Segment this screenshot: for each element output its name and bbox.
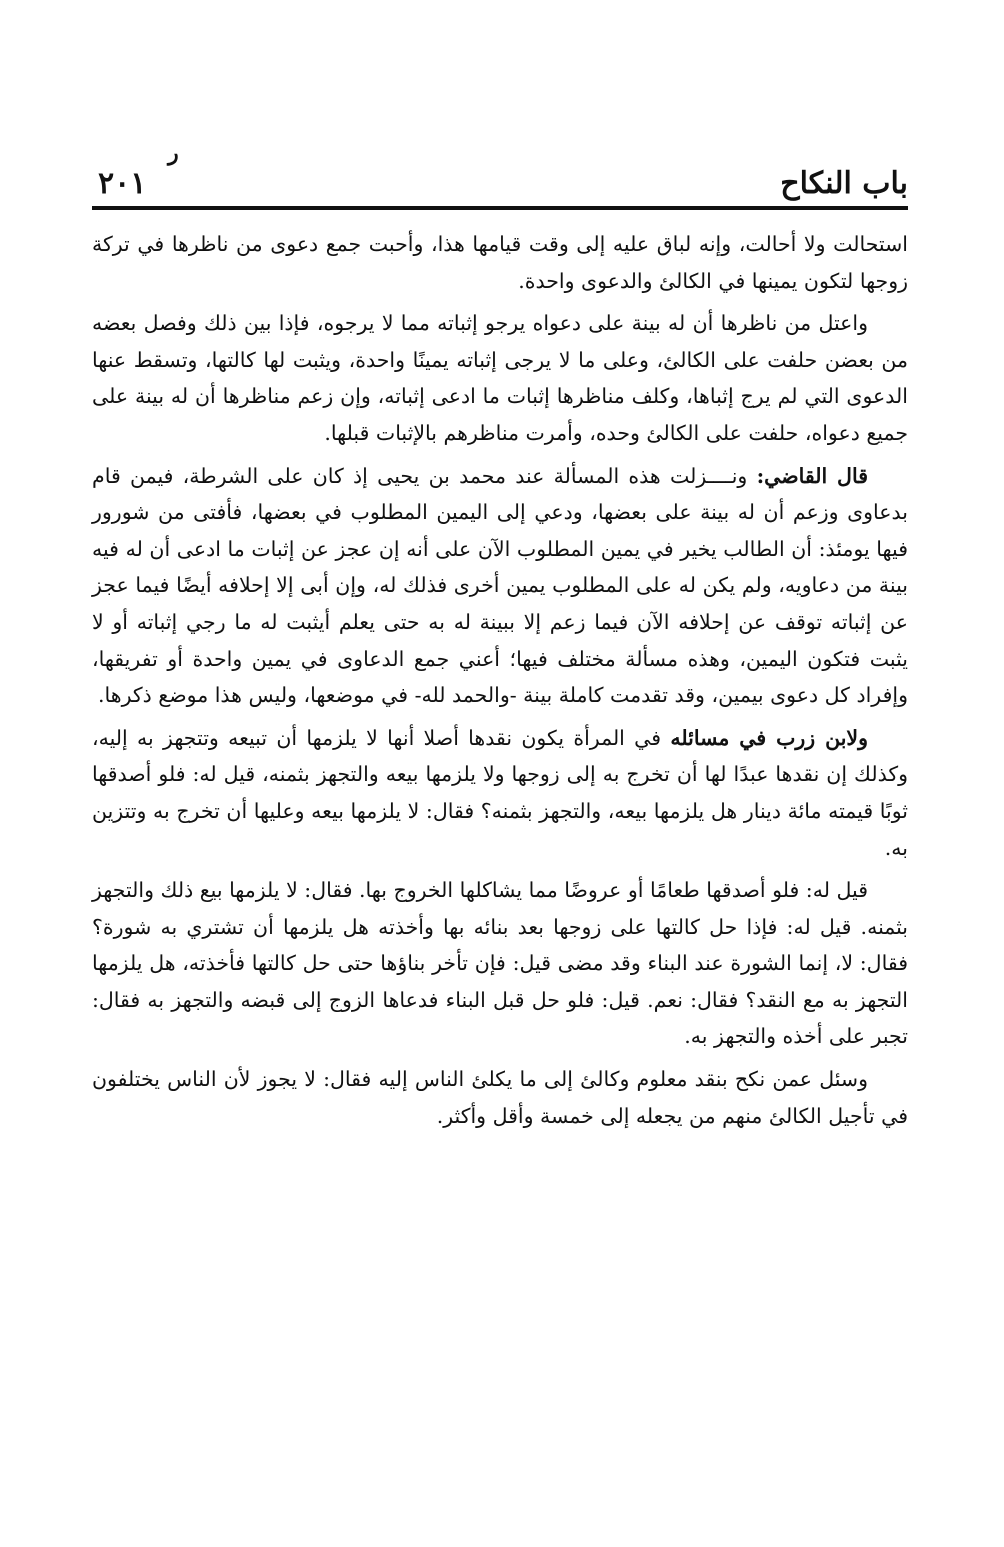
- page-number: ٢٠١: [98, 166, 147, 201]
- paragraph-2: [92, 305, 908, 451]
- paragraph-lead: قال القاضي:: [756, 463, 868, 488]
- paragraph-text: ونــــزلت هذه المسألة عند محمد بن يحيى إذ كان على الشرطة، فيمن قام بدعاوى وزعم أن له بينة على بعضها، ودعي إلى اليمين المطلوب في بعضها، فأفتى من شورور فيها يومئذ: أن الطالب يخير في يمين المطلوب الآن على أنه إن عجز عن إثبات ما ادعى أن له فيه بينة من دعاويه، ولم يكن له على المطلوب يمين أخرى فذلك له، وإن أبى إلا إحلافه أيضًا فيما عجز عن إثباته توقف عن إحلافه الآن فيما زعم إلا ببينة له به حتى يعلم أيثبت له ما رجي إثباته أو لا يثبت فتكون اليمين، وهذه مسألة مختلف فيها؛ أعني جمع الدعاوى في يمين واحدة أو تفريقها، وإفراد كل دعوى بيمين، وقد تقدمت كاملة بينة -والحمد لله- في موضعها، وليس هذا موضع ذكرها.: [92, 463, 908, 708]
- paragraph-6: [92, 1061, 908, 1134]
- paragraph-5: [92, 872, 908, 1055]
- paragraph-text: وسئل عمن نكح بنقد معلوم وكالئ إلى ما يكلئ الناس إليه فقال: لا يجوز لأن الناس يختلفون في تأجيل الكالئ منهم من يجعله إلى خمسة وأقل وأكثر.: [92, 1067, 908, 1128]
- paragraph-lead: ولابن زرب في مسائله: [670, 725, 869, 750]
- chapter-title: باب النكاح: [780, 166, 908, 201]
- paragraph-text: واعتل من ناظرها أن له بينة على دعواه يرجو إثباته مما لا يرجوه، فإذا بين ذلك وفصل بعضه من بعضن حلفت على الكالئ، وعلى ما لا يرجى إثباته يمينًا واحدة، ويثبت لها كالتها، وتسقط عنها الدعوى التي لم يرج إثباها، وكلف مناظرها إثبات ما ادعى إثباته، وإن زعم مناظرها أن له بينة على جميع دعواه، حلفت على الكالئ وحده، وأمرت مناظرهم بالإثبات قبلها.: [92, 311, 908, 445]
- paragraph-text: في المرأة يكون نقدها أصلا أنها لا يلزمها أن تبيعه وتتجهز به إليه، وكذلك إن نقدها عبدًا لها أن تخرج به إلى زوجها ولا يلزمها بيعه والتجهز بثمنه، قيل له: فلو أصدقها ثوبًا قيمته مائة دينار هل يلزمها بيعه، والتجهز بثمنه؟ فقال: لا يلزمها بيعه وعليها أن تخرج به وتتزين به.: [92, 725, 908, 860]
- body-text: [92, 226, 908, 1140]
- paragraph-text: استحالت ولا أحالت، وإنه لباق عليه إلى وقت قيامها هذا، وأحبت جمع دعوى من ناظرها في تركة زوجها لتكون يمينها في الكالئ والدعوى واحدة.: [92, 232, 908, 293]
- header-rule: [92, 206, 908, 210]
- paragraph-text: قيل له: فلو أصدقها طعامًا أو عروضًا مما يشاكلها الخروج بها. فقال: لا يلزمها بيع ذلك والتجهز بثمنه. قيل له: فإذا حل كالتها على زوجها بعد بنائه بها وأخذته هل يلزمها أن تشتري به شورة؟ فقال: لا، إنما الشورة عند البناء وقد مضى قيل: فإن تأخر بناؤها حتى حل كالتها فأخذته، هل يلزمها التجهز به مع النقد؟ فقال: نعم. قيل: فلو حل قبل البناء فدعاها الزوج إلى قبضه والتجهز به فقال: تجبر على أخذه والتجهز به.: [92, 878, 908, 1049]
- paragraph-1: [92, 226, 908, 299]
- page-header: [92, 162, 908, 212]
- margin-mark: ر: [168, 140, 179, 166]
- paragraph-3: [92, 458, 908, 714]
- paragraph-4: [92, 720, 908, 866]
